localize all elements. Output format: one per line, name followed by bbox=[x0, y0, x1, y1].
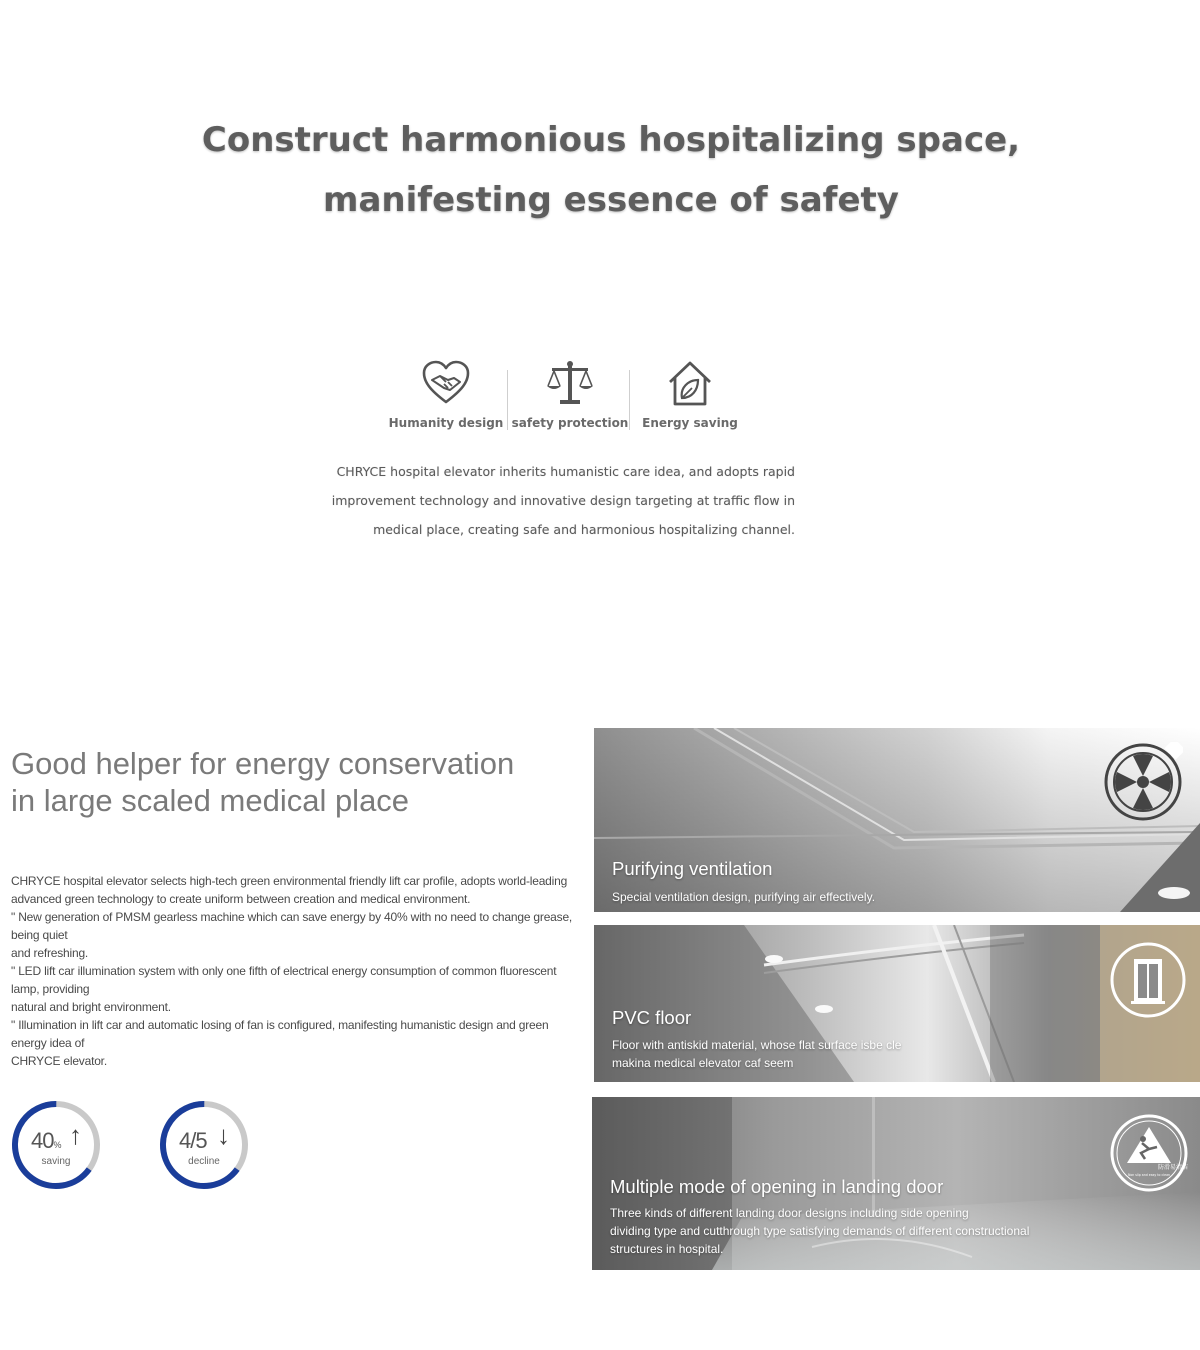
panel-ventilation bbox=[594, 728, 1200, 912]
panel-desc bbox=[610, 1204, 1029, 1258]
body-line: natural and bright environment. bbox=[11, 1000, 171, 1014]
slip-warning-icon bbox=[1109, 1113, 1189, 1193]
hero-title bbox=[0, 110, 1200, 230]
body-line: CHRYCE hospital elevator selects high-tech green environmental friendly lift car profile, adopts world-leading bbox=[11, 874, 568, 888]
panel-title: Multiple mode of opening in landing door bbox=[610, 1176, 944, 1197]
body-line: advanced green technology to create uniform between creation and medical environment. bbox=[11, 892, 471, 906]
energy-title-line2: in large scaled medical place bbox=[11, 783, 410, 818]
panel-desc-line: dividing type and cutthrough type satisfying demands of different constructional bbox=[610, 1224, 1030, 1238]
body-line: " LED lift car illumination system with only one fifth of electrical energy consumption of common fluorescent bbox=[11, 964, 557, 978]
panel-desc bbox=[612, 888, 875, 906]
body-line: energy idea of bbox=[11, 1036, 85, 1050]
body-line: lamp, providing bbox=[11, 982, 90, 996]
panel-title: Purifying ventilation bbox=[612, 858, 773, 879]
arrow-down-icon: ↓ bbox=[217, 1120, 230, 1150]
stat-value: 4/5 bbox=[179, 1128, 207, 1153]
panel-desc-line: Three kinds of different landing door designs including side opening bbox=[610, 1206, 969, 1220]
feature-energy bbox=[629, 358, 751, 430]
icon-subcaption: Non slip and easy to clean bbox=[1127, 1173, 1171, 1177]
stat-label: saving bbox=[41, 1156, 71, 1167]
feature-label: Humanity design bbox=[388, 416, 504, 430]
feature-icons-row bbox=[385, 358, 745, 438]
leaf-house-icon bbox=[664, 358, 716, 410]
energy-section-title bbox=[11, 745, 571, 819]
feature-label: Energy saving bbox=[642, 416, 738, 430]
energy-body-text bbox=[11, 872, 586, 1070]
door-icon bbox=[1109, 941, 1187, 1019]
hero-title-line2: manifesting essence of safety bbox=[323, 180, 899, 220]
stat-decline bbox=[159, 1100, 249, 1190]
body-line: and refreshing. bbox=[11, 946, 89, 960]
feature-safety bbox=[509, 358, 631, 430]
intro-line: improvement technology and innovative design targeting at traffic flow in bbox=[331, 493, 795, 508]
stat-label: decline bbox=[188, 1156, 220, 1167]
feature-divider bbox=[507, 370, 508, 430]
scales-icon bbox=[544, 358, 596, 410]
heart-handshake-icon bbox=[420, 358, 472, 410]
panel-pvc-floor bbox=[594, 925, 1200, 1082]
panel-desc-line: Special ventilation design, purifying air effectively. bbox=[612, 890, 876, 904]
intro-paragraph bbox=[320, 457, 795, 544]
body-line: CHRYCE elevator. bbox=[11, 1054, 107, 1068]
stat-value: 40% bbox=[31, 1128, 62, 1153]
fan-icon bbox=[1103, 742, 1183, 822]
panel-desc-line: structures in hospital. bbox=[610, 1242, 724, 1256]
feature-humanity bbox=[385, 358, 507, 430]
energy-title-line1: Good helper for energy conservation bbox=[11, 746, 515, 781]
panel-desc-line: Floor with antiskid material, whose flat surface isbe cle bbox=[612, 1038, 902, 1052]
hero-title-line1: Construct harmonious hospitalizing space, bbox=[201, 120, 1021, 160]
panel-desc bbox=[612, 1036, 901, 1072]
stat-saving bbox=[11, 1100, 101, 1190]
panel-title: PVC floor bbox=[612, 1007, 692, 1028]
icon-caption: 防滑易清洁 bbox=[1158, 1164, 1189, 1171]
intro-line: CHRYCE hospital elevator inherits humanistic care idea, and adopts rapid bbox=[336, 464, 795, 479]
body-line: " Illumination in lift car and automatic losing of fan is configured, manifesting humanistic design and green bbox=[11, 1018, 549, 1032]
feature-label: safety protection bbox=[511, 416, 629, 430]
arrow-up-icon: ↑ bbox=[69, 1120, 82, 1150]
panel-desc-line: makina medical elevator caf seem bbox=[612, 1056, 794, 1070]
body-line: being quiet bbox=[11, 928, 68, 942]
intro-line: medical place, creating safe and harmonious hospitalizing channel. bbox=[373, 522, 795, 537]
body-line: " New generation of PMSM gearless machine which can save energy by 40% with no need to change grease, bbox=[11, 910, 573, 924]
panel-landing-door bbox=[592, 1097, 1200, 1270]
